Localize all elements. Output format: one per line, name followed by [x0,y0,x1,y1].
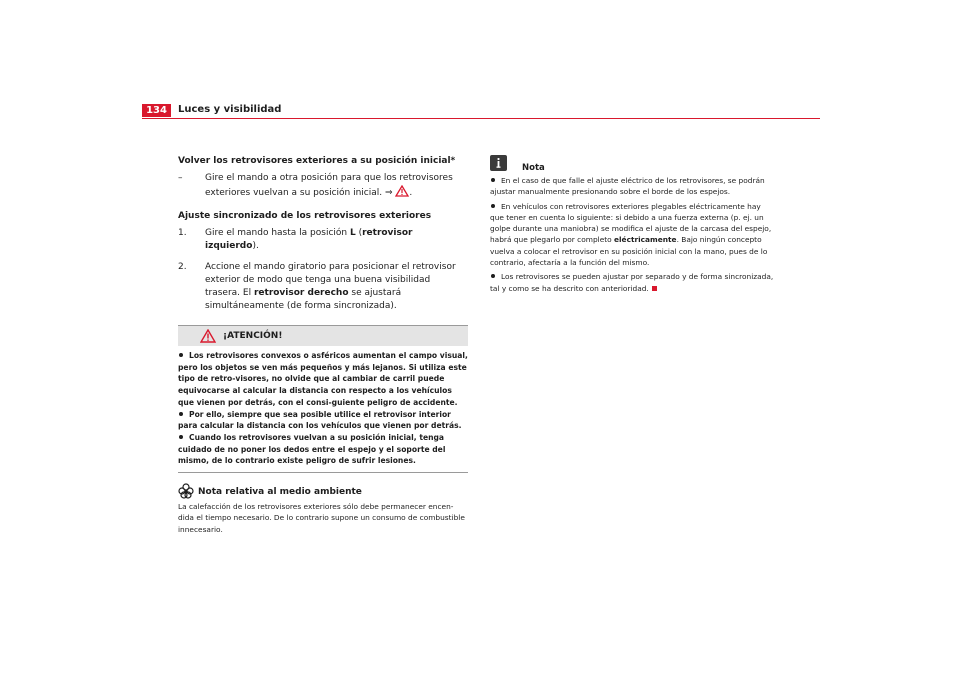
right-column [490,155,775,297]
environment-note-text: La calefacción de los retrovisores exteriores sólo debe permanecer encen-dida el tiempo necesario. De lo contrario supone un consumo de combustible innecesario. [178,502,465,534]
bullet-icon [491,178,495,182]
step-1-paren: ( [355,228,363,238]
step-1-mirror: retrovisor izquierdo [205,228,413,251]
environment-note-header [178,483,468,499]
warning-bullet-text: Cuando los retrovisores vuelvan a su posición inicial, tenga cuidado de no poner los dedos entre el espejo y el soporte del mismo, de lo contrario existe peligro de sufrir lesiones. [178,432,446,466]
step-2 [178,261,468,313]
step-1-text: Gire el mando hasta la posición [205,228,350,238]
environment-note-title: Nota relativa al medio ambiente [198,487,362,498]
step-2-text: Accione el mando giratorio para posicionar el retrovisor exterior de modo que tenga una buena visibilidad trasera. El [205,262,456,298]
environment-note [178,483,468,535]
warning-title: ¡ATENCIÓN! [223,331,283,341]
step-number: 2. [178,262,187,272]
reset-instruction-text: Gire el mando a otra posición para que los retrovisores exteriores vuelvan a su posición inicial. ⇒ [205,173,453,198]
warning-bullet [178,432,468,467]
header-rule [142,118,820,119]
warning-triangle-icon [395,185,409,197]
section-title-sync: Ajuste sincronizado de los retrovisores exteriores [178,211,432,221]
warning-header [178,326,468,346]
flower-icon [178,483,194,499]
chapter-title: Luces y visibilidad [178,104,282,115]
note-header [490,155,775,175]
note-bullet-text: Los retrovisores se pueden ajustar por separado y de forma sincronizada, tal y como se ha descrito con anterioridad. [490,272,774,293]
step-2-mirror: retrovisor derecho [253,288,349,298]
note-bullet [490,271,775,294]
warning-bullet [178,350,468,409]
warning-body [178,346,468,472]
warning-triangle-icon [200,329,216,343]
bullet-icon [179,353,183,357]
step-1-position: L [349,228,356,238]
bullet-icon [179,412,183,416]
warning-bullet-text: Los retrovisores convexos o asféricos aumentan el campo visual, pero los objetos se ven más pequeños y más lejanos. Si utiliza este tipo de retro-visores, no olvide que al cambiar de carril puede equivocarse al calcular la distancia con respecto a los vehículos que vienen por detrás, con el consi-guiente peligro de accidente. [178,351,468,407]
step-1-end: ). [252,241,259,251]
bullet-icon [491,274,495,278]
page-number: 134 [142,104,171,117]
page-header [142,104,820,117]
warning-bullet [178,409,468,432]
section-title-reset: Volver los retrovisores exteriores a su posición inicial* [178,156,456,166]
warning-bullet-text: Por ello, siempre que sea posible utilice el retrovisor interior para calcular la distancia con los vehículos que vienen por detrás. [178,409,462,431]
step-number: 1. [178,228,187,238]
note-title: Nota [522,163,545,173]
reset-instruction [178,172,468,200]
left-column [178,155,468,535]
note-bullet-text: En vehículos con retrovisores exteriores plegables eléctricamente hay que tener en cuenta lo siguiente: si debido a una fuerza externa (p. ej. un golpe durante una maniobra) se modifica el ajuste de la carcasa del espejo, habrá que plegarlo por completo [490,201,772,245]
bullet-icon [491,204,495,208]
note-bullet-text: . Bajo ningún concepto vuelva a colocar el retrovisor en su posición inicial con la mano, pues de lo contrario, afectaría a la función del mismo. [490,235,768,268]
note-bullet [490,201,775,269]
bullet-icon [179,435,183,439]
warning-box [178,325,468,473]
period: . [409,188,413,198]
note-bullet-text: En el caso de que falle el ajuste eléctrico de los retrovisores, se podrán ajustar manualmente presionando sobre el borde de los espejos. [490,176,765,197]
note-bullet-emphasis: eléctricamente [614,235,677,245]
step-2-end: se ajustará simultáneamente (de forma sincronizada). [205,288,402,311]
end-of-section-icon [652,286,657,291]
note-bullet [490,175,775,198]
note-icon [490,155,507,171]
step-1 [178,227,468,253]
dash-marker: – [178,173,183,183]
